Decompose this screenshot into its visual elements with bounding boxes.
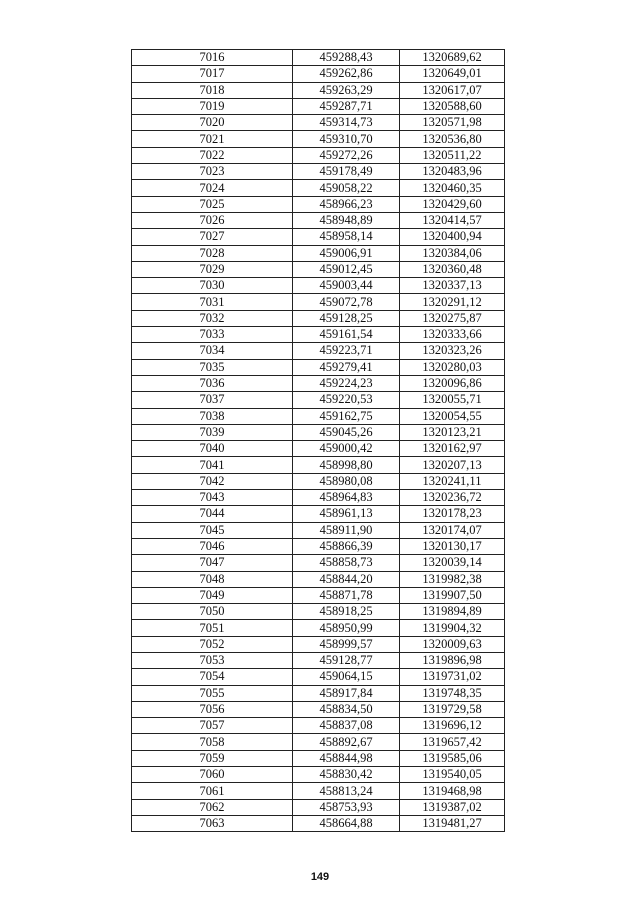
y-coordinate-cell: 1320009,63: [400, 636, 505, 652]
point-number-cell: 7028: [132, 245, 293, 261]
table-row: [132, 180, 505, 196]
point-number-cell: 7026: [132, 212, 293, 228]
point-number-cell: 7047: [132, 555, 293, 571]
point-number-cell: 7055: [132, 685, 293, 701]
x-coordinate-cell: 459314,73: [293, 115, 400, 131]
table-row: [132, 424, 505, 440]
x-coordinate-cell: 459045,26: [293, 424, 400, 440]
x-coordinate-cell: 458980,08: [293, 473, 400, 489]
point-number-cell: 7037: [132, 392, 293, 408]
x-coordinate-cell: 458998,80: [293, 457, 400, 473]
y-coordinate-cell: 1319585,06: [400, 750, 505, 766]
point-number-cell: 7041: [132, 457, 293, 473]
page-number: 149: [310, 871, 330, 883]
x-coordinate-cell: 458892,67: [293, 734, 400, 750]
point-number-cell: 7036: [132, 375, 293, 391]
x-coordinate-cell: 458844,98: [293, 750, 400, 766]
table-row: [132, 506, 505, 522]
table-row: [132, 783, 505, 799]
point-number-cell: 7045: [132, 522, 293, 538]
y-coordinate-cell: 1320174,07: [400, 522, 505, 538]
point-number-cell: 7040: [132, 441, 293, 457]
table-row: [132, 750, 505, 766]
table-row: [132, 98, 505, 114]
table-row: [132, 196, 505, 212]
table-row: [132, 734, 505, 750]
table-row: [132, 343, 505, 359]
x-coordinate-cell: 459003,44: [293, 278, 400, 294]
y-coordinate-cell: 1319657,42: [400, 734, 505, 750]
y-coordinate-cell: 1320571,98: [400, 115, 505, 131]
point-number-cell: 7057: [132, 718, 293, 734]
table-row: [132, 669, 505, 685]
y-coordinate-cell: 1320360,48: [400, 261, 505, 277]
y-coordinate-cell: 1319896,98: [400, 652, 505, 668]
y-coordinate-cell: 1320054,55: [400, 408, 505, 424]
x-coordinate-cell: 459012,45: [293, 261, 400, 277]
x-coordinate-cell: 458813,24: [293, 783, 400, 799]
table-row: [132, 164, 505, 180]
y-coordinate-cell: 1320414,57: [400, 212, 505, 228]
point-number-cell: 7022: [132, 147, 293, 163]
point-number-cell: 7029: [132, 261, 293, 277]
x-coordinate-cell: 458871,78: [293, 587, 400, 603]
point-number-cell: 7050: [132, 604, 293, 620]
table-row: [132, 718, 505, 734]
y-coordinate-cell: 1320588,60: [400, 98, 505, 114]
point-number-cell: 7038: [132, 408, 293, 424]
table-row: [132, 652, 505, 668]
point-number-cell: 7031: [132, 294, 293, 310]
x-coordinate-cell: 459279,41: [293, 359, 400, 375]
y-coordinate-cell: 1320241,11: [400, 473, 505, 489]
y-coordinate-cell: 1320280,03: [400, 359, 505, 375]
y-coordinate-cell: 1319731,02: [400, 669, 505, 685]
point-number-cell: 7060: [132, 767, 293, 783]
table-row: [132, 767, 505, 783]
point-number-cell: 7049: [132, 587, 293, 603]
point-number-cell: 7020: [132, 115, 293, 131]
point-number-cell: 7023: [132, 164, 293, 180]
y-coordinate-cell: 1320055,71: [400, 392, 505, 408]
y-coordinate-cell: 1319468,98: [400, 783, 505, 799]
table-row: [132, 212, 505, 228]
point-number-cell: 7056: [132, 701, 293, 717]
y-coordinate-cell: 1320337,13: [400, 278, 505, 294]
table-row: [132, 636, 505, 652]
table-row: [132, 82, 505, 98]
y-coordinate-cell: 1320039,14: [400, 555, 505, 571]
x-coordinate-cell: 458918,25: [293, 604, 400, 620]
x-coordinate-cell: 458844,20: [293, 571, 400, 587]
y-coordinate-cell: 1320275,87: [400, 310, 505, 326]
y-coordinate-cell: 1320483,96: [400, 164, 505, 180]
y-coordinate-cell: 1320689,62: [400, 50, 505, 66]
table-row: [132, 375, 505, 391]
table-row: [132, 294, 505, 310]
x-coordinate-cell: 458958,14: [293, 229, 400, 245]
point-number-cell: 7052: [132, 636, 293, 652]
x-coordinate-cell: 459220,53: [293, 392, 400, 408]
point-number-cell: 7019: [132, 98, 293, 114]
table-row: [132, 538, 505, 554]
y-coordinate-cell: 1320460,35: [400, 180, 505, 196]
table-row: [132, 229, 505, 245]
table-row: [132, 490, 505, 506]
table-row: [132, 131, 505, 147]
table-row: [132, 473, 505, 489]
x-coordinate-cell: 458866,39: [293, 538, 400, 554]
x-coordinate-cell: 458948,89: [293, 212, 400, 228]
x-coordinate-cell: 459128,25: [293, 310, 400, 326]
table-row: [132, 701, 505, 717]
x-coordinate-cell: 459161,54: [293, 327, 400, 343]
x-coordinate-cell: 459058,22: [293, 180, 400, 196]
table-row: [132, 620, 505, 636]
point-number-cell: 7034: [132, 343, 293, 359]
y-coordinate-cell: 1319696,12: [400, 718, 505, 734]
point-number-cell: 7062: [132, 799, 293, 815]
point-number-cell: 7027: [132, 229, 293, 245]
x-coordinate-cell: 458961,13: [293, 506, 400, 522]
x-coordinate-cell: 459006,91: [293, 245, 400, 261]
table-row: [132, 327, 505, 343]
y-coordinate-cell: 1320511,22: [400, 147, 505, 163]
x-coordinate-cell: 458837,08: [293, 718, 400, 734]
x-coordinate-cell: 458911,90: [293, 522, 400, 538]
point-number-cell: 7021: [132, 131, 293, 147]
y-coordinate-cell: 1319481,27: [400, 815, 505, 831]
point-number-cell: 7051: [132, 620, 293, 636]
point-number-cell: 7063: [132, 815, 293, 831]
point-number-cell: 7058: [132, 734, 293, 750]
table-row: [132, 555, 505, 571]
x-coordinate-cell: 458753,93: [293, 799, 400, 815]
table-row: [132, 261, 505, 277]
point-number-cell: 7059: [132, 750, 293, 766]
x-coordinate-cell: 459178,49: [293, 164, 400, 180]
x-coordinate-cell: 459072,78: [293, 294, 400, 310]
x-coordinate-cell: 459272,26: [293, 147, 400, 163]
point-number-cell: 7042: [132, 473, 293, 489]
y-coordinate-cell: 1319982,38: [400, 571, 505, 587]
point-number-cell: 7025: [132, 196, 293, 212]
y-coordinate-cell: 1320323,26: [400, 343, 505, 359]
y-coordinate-cell: 1319904,32: [400, 620, 505, 636]
y-coordinate-cell: 1319748,35: [400, 685, 505, 701]
x-coordinate-cell: 459287,71: [293, 98, 400, 114]
coordinates-table-body: [132, 50, 505, 832]
x-coordinate-cell: 458966,23: [293, 196, 400, 212]
point-number-cell: 7017: [132, 66, 293, 82]
y-coordinate-cell: 1320236,72: [400, 490, 505, 506]
point-number-cell: 7032: [132, 310, 293, 326]
y-coordinate-cell: 1320207,13: [400, 457, 505, 473]
y-coordinate-cell: 1319907,50: [400, 587, 505, 603]
x-coordinate-cell: 458950,99: [293, 620, 400, 636]
table-row: [132, 408, 505, 424]
y-coordinate-cell: 1320333,66: [400, 327, 505, 343]
table-row: [132, 604, 505, 620]
y-coordinate-cell: 1320400,94: [400, 229, 505, 245]
table-row: [132, 587, 505, 603]
x-coordinate-cell: 458834,50: [293, 701, 400, 717]
table-row: [132, 50, 505, 66]
y-coordinate-cell: 1320130,17: [400, 538, 505, 554]
point-number-cell: 7061: [132, 783, 293, 799]
x-coordinate-cell: 458664,88: [293, 815, 400, 831]
y-coordinate-cell: 1320649,01: [400, 66, 505, 82]
point-number-cell: 7053: [132, 652, 293, 668]
x-coordinate-cell: 458858,73: [293, 555, 400, 571]
x-coordinate-cell: 459262,86: [293, 66, 400, 82]
point-number-cell: 7044: [132, 506, 293, 522]
point-number-cell: 7016: [132, 50, 293, 66]
y-coordinate-cell: 1320429,60: [400, 196, 505, 212]
x-coordinate-cell: 459310,70: [293, 131, 400, 147]
point-number-cell: 7043: [132, 490, 293, 506]
y-coordinate-cell: 1319540,05: [400, 767, 505, 783]
x-coordinate-cell: 459263,29: [293, 82, 400, 98]
table-row: [132, 522, 505, 538]
table-row: [132, 66, 505, 82]
y-coordinate-cell: 1319387,02: [400, 799, 505, 815]
point-number-cell: 7033: [132, 327, 293, 343]
point-number-cell: 7048: [132, 571, 293, 587]
x-coordinate-cell: 458999,57: [293, 636, 400, 652]
x-coordinate-cell: 458964,83: [293, 490, 400, 506]
y-coordinate-cell: 1320384,06: [400, 245, 505, 261]
y-coordinate-cell: 1320178,23: [400, 506, 505, 522]
table-row: [132, 392, 505, 408]
table-row: [132, 115, 505, 131]
x-coordinate-cell: 459224,23: [293, 375, 400, 391]
y-coordinate-cell: 1320096,86: [400, 375, 505, 391]
point-number-cell: 7054: [132, 669, 293, 685]
point-number-cell: 7018: [132, 82, 293, 98]
point-number-cell: 7030: [132, 278, 293, 294]
table-row: [132, 685, 505, 701]
x-coordinate-cell: 459223,71: [293, 343, 400, 359]
point-number-cell: 7035: [132, 359, 293, 375]
table-row: [132, 310, 505, 326]
table-row: [132, 571, 505, 587]
x-coordinate-cell: 458830,42: [293, 767, 400, 783]
table-row: [132, 245, 505, 261]
x-coordinate-cell: 459000,42: [293, 441, 400, 457]
y-coordinate-cell: 1319729,58: [400, 701, 505, 717]
x-coordinate-cell: 459064,15: [293, 669, 400, 685]
y-coordinate-cell: 1319894,89: [400, 604, 505, 620]
x-coordinate-cell: 459162,75: [293, 408, 400, 424]
coordinates-table: [131, 49, 505, 832]
y-coordinate-cell: 1320536,80: [400, 131, 505, 147]
x-coordinate-cell: 459288,43: [293, 50, 400, 66]
y-coordinate-cell: 1320123,21: [400, 424, 505, 440]
y-coordinate-cell: 1320291,12: [400, 294, 505, 310]
table-row: [132, 457, 505, 473]
x-coordinate-cell: 459128,77: [293, 652, 400, 668]
point-number-cell: 7046: [132, 538, 293, 554]
table-row: [132, 147, 505, 163]
table-row: [132, 359, 505, 375]
point-number-cell: 7024: [132, 180, 293, 196]
y-coordinate-cell: 1320617,07: [400, 82, 505, 98]
table-row: [132, 278, 505, 294]
x-coordinate-cell: 458917,84: [293, 685, 400, 701]
table-row: [132, 441, 505, 457]
table-row: [132, 799, 505, 815]
table-row: [132, 815, 505, 831]
y-coordinate-cell: 1320162,97: [400, 441, 505, 457]
point-number-cell: 7039: [132, 424, 293, 440]
